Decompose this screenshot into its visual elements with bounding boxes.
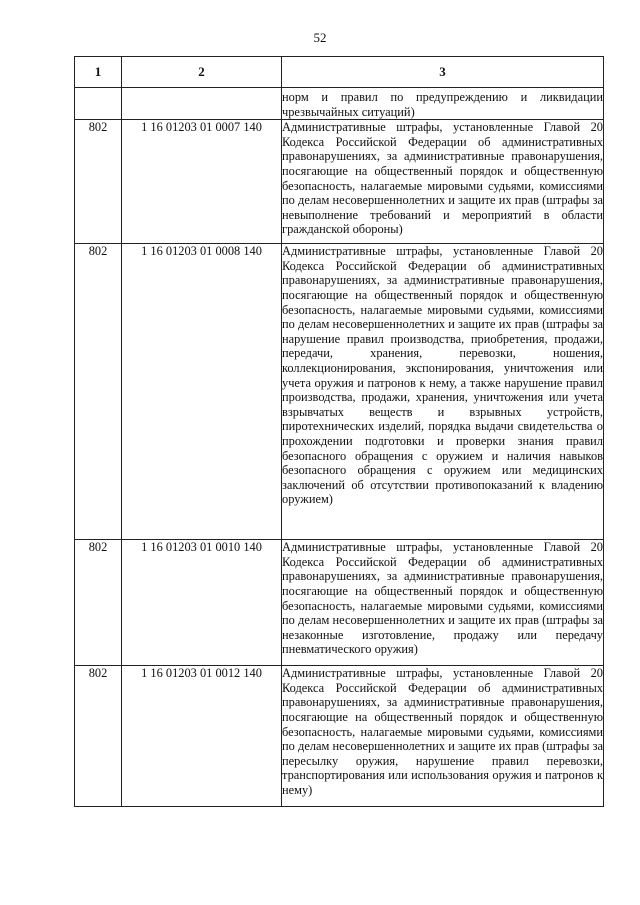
- description-cell: норм и правил по предупреждению и ликвидации чрезвычайных ситуаций): [282, 88, 604, 120]
- table-row: [75, 244, 604, 540]
- description-cell: Административные штрафы, установленные Главой 20 Кодекса Российской Федерации об административных правонарушениях, за административные правонарушения, посягающие на общественный порядок и общественную безопасность, налагаемые мировыми судьями, комиссиями по делам несовершеннолетних и защите их прав (штрафы за незаконные изготовление, продажу или передачу пневматического оружия): [282, 540, 604, 666]
- description-cell: Административные штрафы, установленные Главой 20 Кодекса Российской Федерации об административных правонарушениях, за административные правонарушения, посягающие на общественный порядок и общественную безопасность, налагаемые мировыми судьями, комиссиями по делам несовершеннолетних и защите их прав (штрафы за невыполнение требований и мероприятий в области гражданской обороны): [282, 120, 604, 244]
- table-row: [75, 666, 604, 807]
- page-number: 52: [313, 30, 327, 45]
- admin-code-cell: 802: [75, 120, 122, 244]
- budget-code-cell: 1 16 01203 01 0012 140: [122, 666, 282, 807]
- admin-code-cell: 802: [75, 540, 122, 666]
- column-header-1: 1: [75, 57, 122, 88]
- table-row: [75, 120, 604, 244]
- description-cell: Административные штрафы, установленные Главой 20 Кодекса Российской Федерации об административных правонарушениях, за административные правонарушения, посягающие на общественный порядок и общественную безопасность, налагаемые мировыми судьями, комиссиями по делам несовершеннолетних и защите их прав (штрафы за пересылку оружия, нарушение правил перевозки, транспортирования или использования оружия и патронов к нему): [282, 666, 604, 807]
- column-header-2: 2: [122, 57, 282, 88]
- fines-table: [74, 56, 604, 807]
- header-row: [75, 57, 604, 88]
- budget-code-cell: 1 16 01203 01 0010 140: [122, 540, 282, 666]
- admin-code-cell: 802: [75, 244, 122, 540]
- column-header-3: 3: [282, 57, 604, 88]
- admin-code-cell: 802: [75, 666, 122, 807]
- budget-code-cell: 1 16 01203 01 0008 140: [122, 244, 282, 540]
- table-row: [75, 540, 604, 666]
- description-cell: Административные штрафы, установленные Главой 20 Кодекса Российской Федерации об административных правонарушениях, за административные правонарушения, посягающие на общественный порядок и общественную безопасность, налагаемые мировыми судьями, комиссиями по делам несовершеннолетних и защите их прав (штрафы за нарушение правил производства, приобретения, продажи, передачи, хранения, перевозки, ношения, коллекционирования, экспонирования, уничтожения или учета оружия и патронов к нему, а также нарушение правил производства, продажи, хранения, уничтожения или учета взрывчатых веществ и взрывных устройств, пиротехнических изделий, порядка выдачи свидетельства о прохождении подготовки и проверки знания правил безопасного обращения с оружием и наличия навыков безопасного обращения с оружием или медицинских заключений об отсутствии противопоказаний к владению оружием): [282, 244, 604, 540]
- budget-code-cell: 1 16 01203 01 0007 140: [122, 120, 282, 244]
- admin-code-cell: [75, 88, 122, 120]
- budget-code-cell: [122, 88, 282, 120]
- table-row-continuation: [75, 88, 604, 120]
